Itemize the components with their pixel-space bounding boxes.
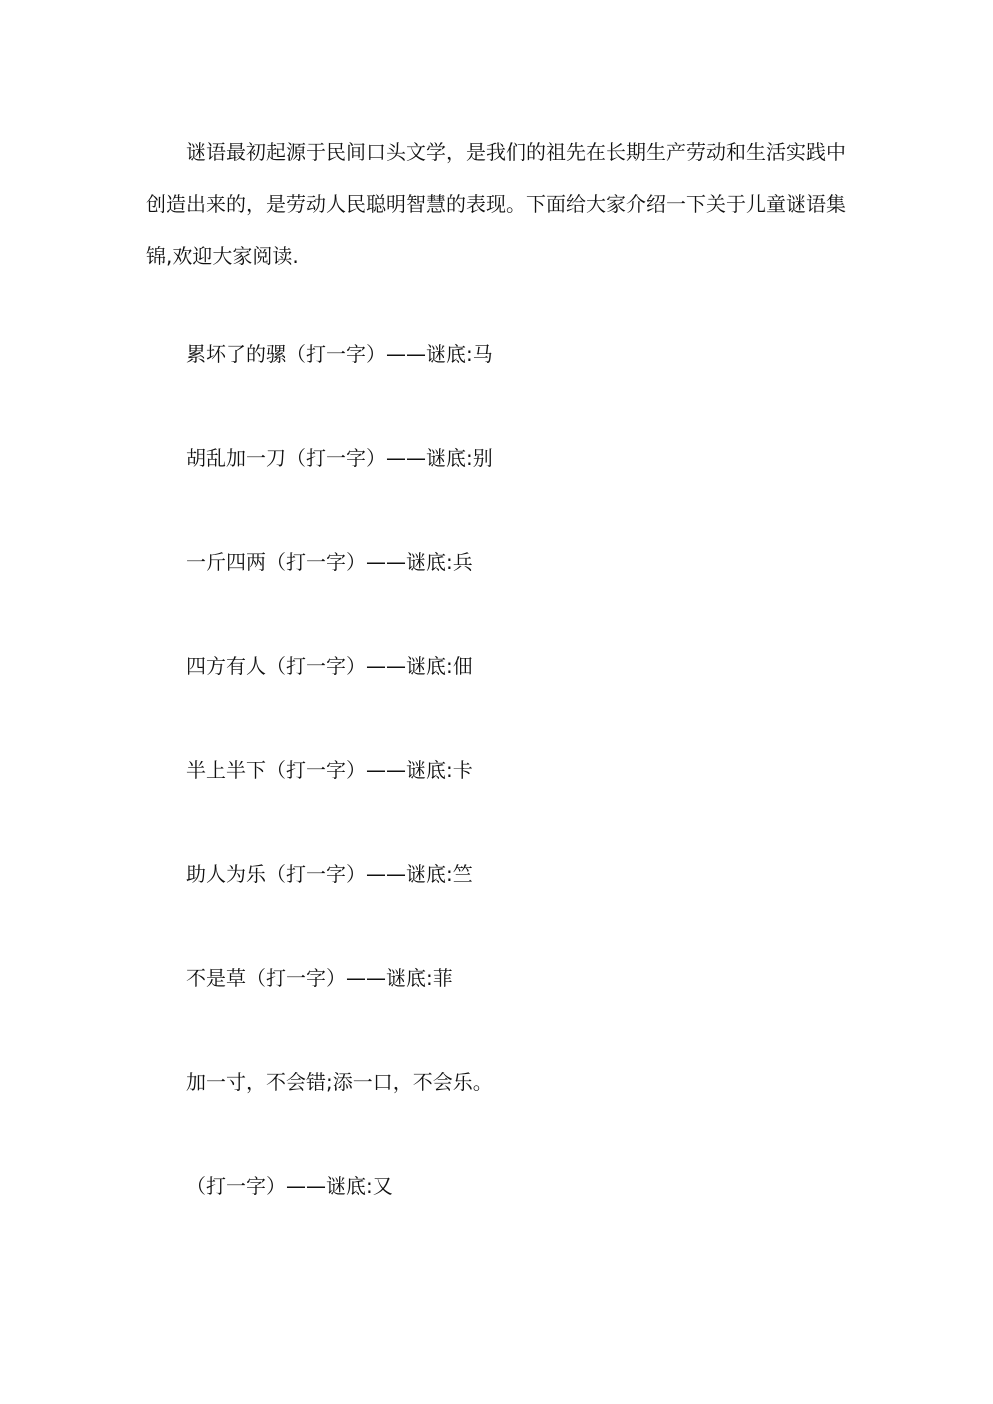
intro-paragraph: 谜语最初起源于民间口头文学，是我们的祖先在长期生产劳动和生活实践中创造出来的，是劳动人民聪明智慧的表现。下面给大家介绍一下关于儿童谜语集锦,欢迎大家阅读.: [146, 140, 846, 268]
riddle-line-7: 不是草（打一字）——谜底:菲: [186, 966, 453, 990]
riddle-line-4: 四方有人（打一字）——谜底:佃: [186, 654, 473, 678]
riddle-line-2: 胡乱加一刀（打一字）——谜底:别: [186, 446, 493, 470]
riddle-line-8: 加一寸，不会错;添一口，不会乐。: [186, 1070, 493, 1094]
riddle-line-9: （打一字）——谜底:又: [186, 1174, 393, 1198]
riddle-line-1: 累坏了的骡（打一字）——谜底:马: [186, 342, 493, 366]
riddle-line-3: 一斤四两（打一字）——谜底:兵: [186, 550, 473, 574]
riddle-line-5: 半上半下（打一字）——谜底:卡: [186, 758, 473, 782]
riddle-line-6: 助人为乐（打一字）——谜底:竺: [186, 862, 473, 886]
